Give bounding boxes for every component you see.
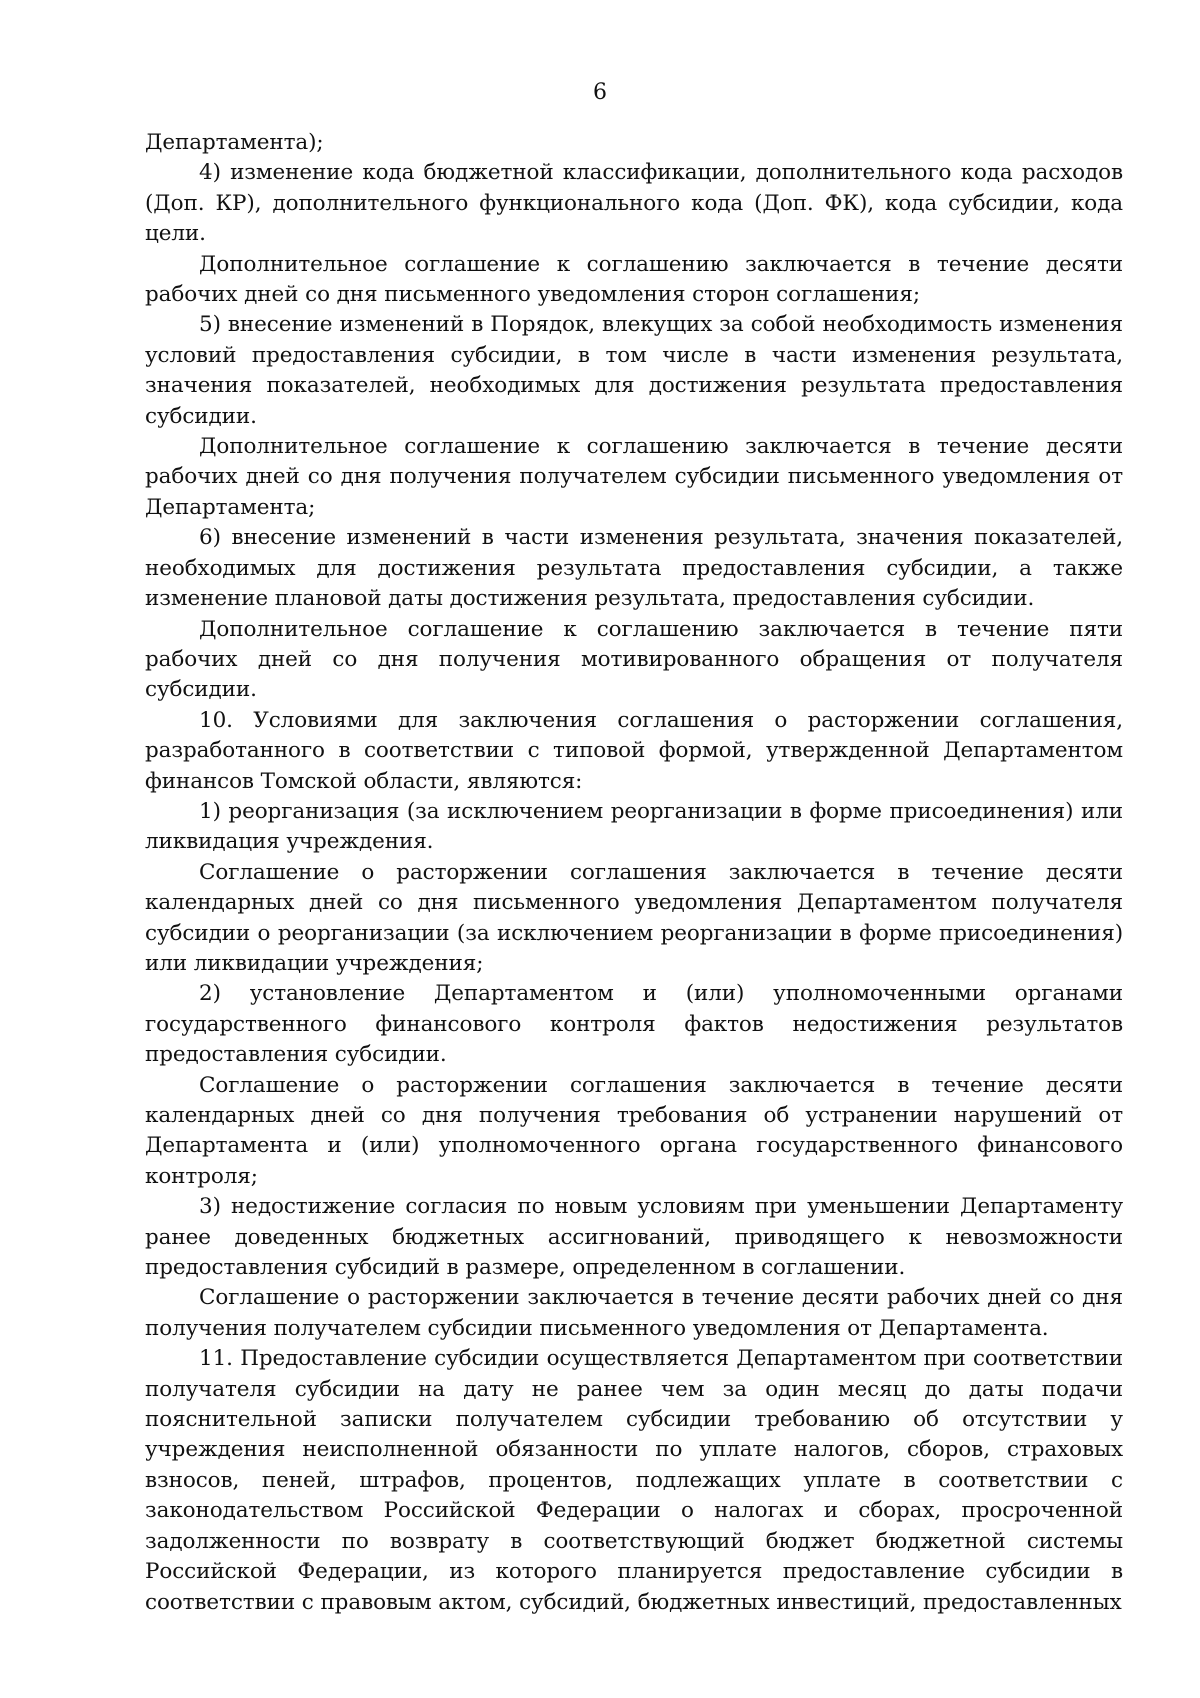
paragraph: Дополнительное соглашение к соглашению заключается в течение десяти рабочих дней со дня письменного уведомления сторон соглашения; <box>145 251 1123 308</box>
paragraph: 11. Предоставление субсидии осуществляется Департаментом при соответствии получателя субсидии на дату не ранее чем за один месяц до даты подачи пояснительной записки получателем субсидии требованию об отсутствии у учреждения неисполненной обязанности по уплате налогов, сборов, страховых взносов, пеней, штрафов, процентов, подлежащих уплате в соответствии с законодательством Российской Федерации о налогах и сборах, просроченной задолженности по возврату в соответствующий бюджет бюджетной системы Российской Федерации, из которого планируется предоставление субсидии в соответствии с правовым актом, субсидий, бюджетных инвестиций, предоставленных <box>145 1346 1123 1615</box>
paragraph: 10. Условиями для заключения соглашения о расторжении соглашения, разработанного в соответствии с типовой формой, утвержденной Департаментом финансов Томской области, являются: <box>145 707 1123 794</box>
paragraph: 4) изменение кода бюджетной классификации, дополнительного кода расходов (Доп. КР), дополнительного функционального кода (Доп. ФК), кода субсидии, кода цели. <box>145 160 1123 247</box>
paragraph: Соглашение о расторжении соглашения заключается в течение десяти календарных дней со дня письменного уведомления Департаментом получателя субсидии о реорганизации (за исключением реорганизации в форме присоединения) или ликвидации учреждения; <box>145 859 1123 976</box>
paragraph: 3) недостижение согласия по новым условиям при уменьшении Департаменту ранее доведенных бюджетных ассигнований, приводящего к невозможности предоставления субсидий в размере, определенном в соглашении. <box>145 1194 1123 1281</box>
page-number: 6 <box>593 80 607 105</box>
paragraph: Департамента); <box>145 130 324 155</box>
paragraph: Соглашение о расторжении соглашения заключается в течение десяти календарных дней со дня получения требования об устранении нарушений от Департамента и (или) уполномоченного органа государственного финансового контроля; <box>145 1072 1123 1189</box>
paragraph: Соглашение о расторжении заключается в течение десяти рабочих дней со дня получения получателем субсидии письменного уведомления от Департамента. <box>145 1285 1123 1341</box>
paragraph: 1) реорганизация (за исключением реорганизации в форме присоединения) или ликвидация учреждения. <box>145 798 1123 855</box>
paragraph: 2) установление Департаментом и (или) уполномоченными органами государственного финансового контроля фактов недостижения результатов предоставления субсидии. <box>145 981 1123 1068</box>
paragraph: Дополнительное соглашение к соглашению заключается в течение пяти рабочих дней со дня получения мотивированного обращения от получателя субсидии. <box>145 616 1123 703</box>
document-body <box>145 128 1123 1618</box>
paragraph: 5) внесение изменений в Порядок, влекущих за собой необходимость изменения условий предоставления субсидии, в том числе в части изменения результата, значения показателей, необходимых для достижения результата предоставления субсидии. <box>145 312 1123 429</box>
paragraph: 6) внесение изменений в части изменения результата, значения показателей, необходимых для достижения результата предоставления субсидии, а также изменение плановой даты достижения результата, предоставления субсидии. <box>145 525 1123 612</box>
paragraph: Дополнительное соглашение к соглашению заключается в течение десяти рабочих дней со дня получения получателем субсидии письменного уведомления от Департамента; <box>145 434 1123 520</box>
